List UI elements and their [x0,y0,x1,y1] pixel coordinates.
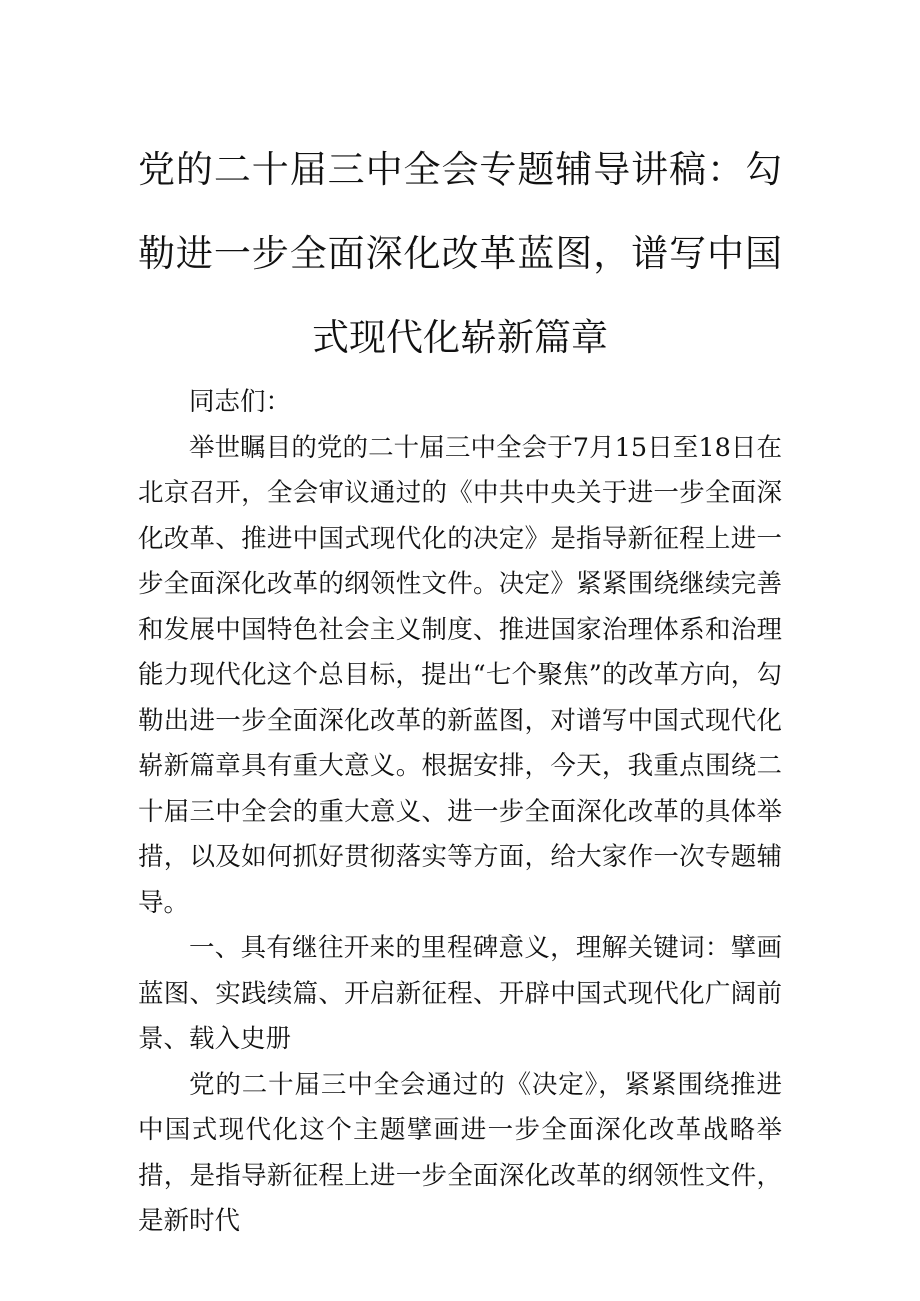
document-title: 党的二十届三中全会专题辅导讲稿：勾勒进一步全面深化改革蓝图，谱写中国式现代化崭新篇章 [138,148,782,359]
document-body [138,380,782,1245]
section-heading-1: 一、具有继往开来的里程碑意义，理解关键词：擘画蓝图、实践续篇、开启新征程、开辟中国式现代化广阔前景、载入史册 [138,933,782,1054]
paragraph-intro: 举世瞩目的党的二十届三中全会于7月15日至18日在北京召开，全会审议通过的《中共中央关于进一步全面深化改革、推进中国式现代化的决定》是指导新征程上进一步全面深化改革的纲领性文件。决定》紧紧围绕继续完善和发展中国特色社会主义制度、推进国家治理体系和治理能力现代化这个总目标，提出“七个聚焦”的改革方向，勾勒出进一步全面深化改革的新蓝图，对谱写中国式现代化崭新篇章具有重大意义。根据安排，今天，我重点围绕二十届三中全会的重大意义、进一步全面深化改革的具体举措，以及如何抓好贯彻落实等方面，给大家作一次专题辅导。 [138,432,782,918]
paragraph-section-1: 党的二十届三中全会通过的《决定》，紧紧围绕推进中国式现代化这个主题擘画进一步全面深化改革战略举措，是指导新征程上进一步全面深化改革的纲领性文件，是新时代 [138,1069,782,1236]
salutation: 同志们： [189,387,292,417]
